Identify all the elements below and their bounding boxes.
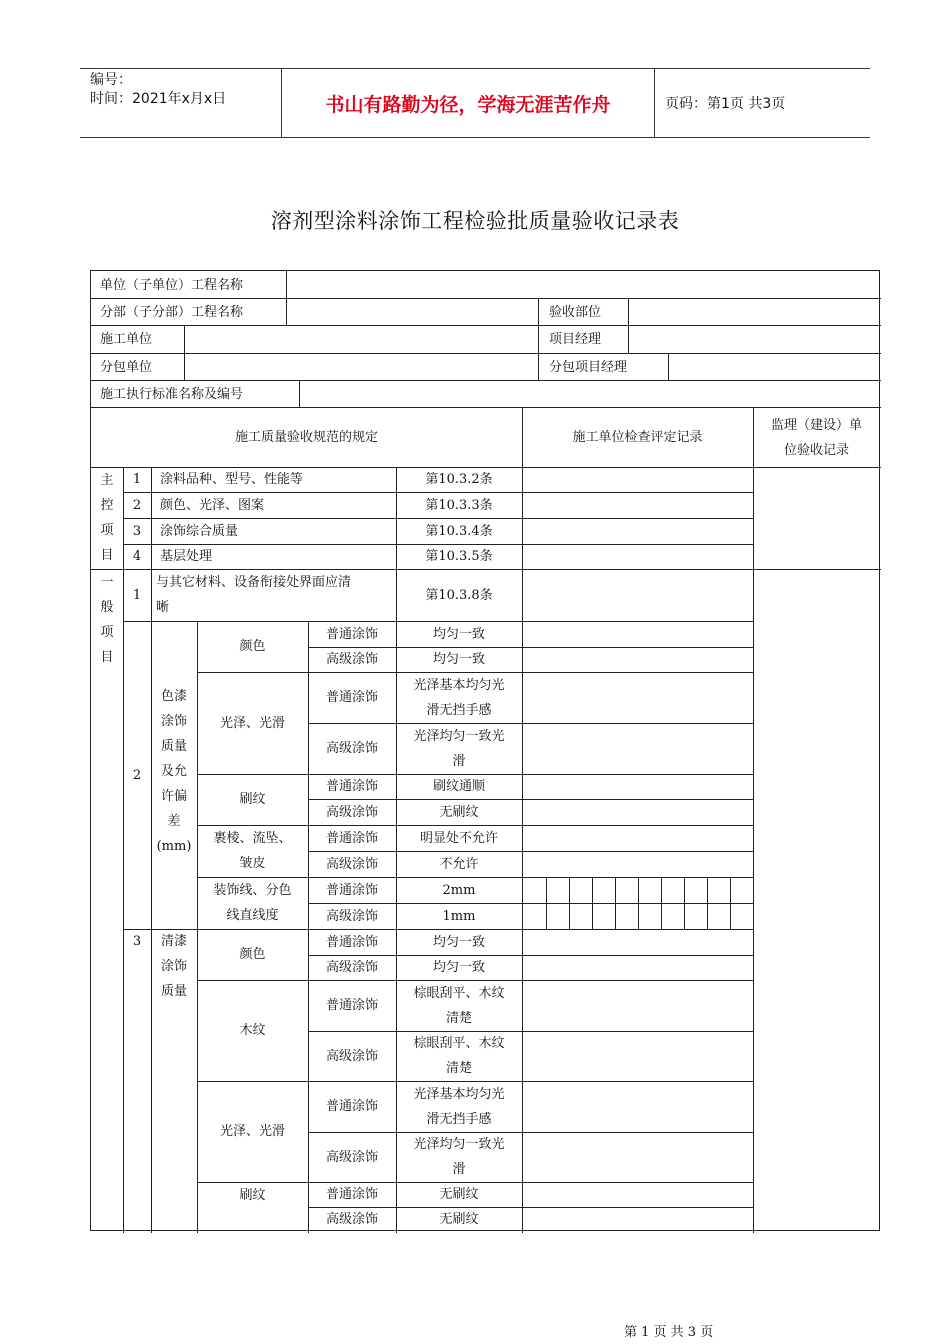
main-control-label (91, 468, 123, 568)
main-control-label-char: 主 (100, 473, 114, 488)
sub-project-name-label: 分部（子分部）工程名称 (100, 304, 244, 320)
standard-cell: 1mm (442, 908, 476, 924)
header-meta (90, 71, 226, 109)
standard-cell (396, 1132, 522, 1182)
page-footer: 第 1 页 共 3 页 (624, 1325, 714, 1340)
table-rule (753, 467, 754, 570)
grade-cell: 普通涂饰 (325, 998, 378, 1013)
table-rule (91, 325, 881, 326)
general-item1-text (156, 569, 396, 621)
grade-cell: 普通涂饰 (325, 934, 378, 950)
clear-brush-row-label: 刷纹 (239, 1187, 266, 1203)
standard-cell (396, 1081, 522, 1132)
grade-cell: 普通涂饰 (325, 626, 378, 642)
grade-cell: 普通涂饰 (325, 830, 378, 846)
standard-cell-line: 清楚 (445, 1061, 472, 1076)
grade-cell: 高级涂饰 (325, 1149, 378, 1165)
table-rule (753, 569, 754, 1233)
standard-cell-line: 光泽基本均匀光 (413, 1086, 505, 1102)
standard-cell: 无刷纹 (439, 1212, 479, 1227)
standard-cell-line: 滑无挡手感 (426, 702, 492, 718)
table-rule (569, 877, 570, 930)
inspection-table (90, 270, 880, 1231)
item2-category-char: (mm) (156, 839, 192, 854)
main-item-text: 涂饰综合质量 (160, 523, 239, 539)
grade-cell: 高级涂饰 (325, 652, 378, 667)
page-title: 溶剂型涂料涂饰工程检验批质量验收记录表 (270, 209, 680, 233)
table-rule (522, 467, 523, 570)
main-item-text: 基层处理 (160, 549, 213, 564)
standard-cell-line: 光泽基本均匀光 (413, 677, 505, 693)
gloss-row-label: 光泽、光滑 (219, 715, 285, 731)
main-item-no: 4 (132, 549, 142, 564)
general-item-no: 1 (132, 587, 142, 603)
standard-cell-line: 滑无挡手感 (426, 1111, 492, 1127)
table-rule (546, 877, 547, 930)
main-item-clause: 第10.3.3条 (425, 497, 493, 513)
standard-cell-line: 光泽均匀一致光 (413, 728, 505, 744)
table-rule (661, 877, 662, 930)
grade-cell: 普通涂饰 (325, 690, 378, 705)
item3-category-char: 质量 (160, 984, 187, 999)
clear-color-row-label: 颜色 (239, 947, 266, 962)
table-rule (538, 353, 539, 381)
grade-cell: 高级涂饰 (325, 856, 378, 872)
general-item-no: 2 (132, 767, 142, 783)
standard-cell: 无刷纹 (439, 804, 479, 820)
table-rule (615, 877, 616, 930)
standard-cell (396, 980, 522, 1031)
color-row-label: 颜色 (239, 639, 266, 654)
standard-cell-line: 棕眼刮平、木纹 (413, 985, 505, 1001)
standard-cell: 2mm (442, 882, 476, 898)
clear-gloss-row-label: 光泽、光滑 (219, 1124, 285, 1139)
standard-cell: 均匀一致 (432, 652, 485, 667)
main-item-text: 涂料品种、型号、性能等 (160, 472, 304, 487)
item2-category-char: 许偏 (160, 789, 187, 804)
general-item-label-char: 般 (100, 600, 114, 615)
general-item-label-char: 目 (100, 650, 114, 665)
supervision-column-header-line: 位验收记录 (783, 442, 849, 458)
grade-cell: 高级涂饰 (325, 1212, 378, 1227)
table-rule (638, 877, 639, 930)
standard-cell-line: 滑 (452, 753, 466, 769)
main-control-label-char: 控 (100, 498, 114, 513)
wood-grain-row-label: 木纹 (239, 1023, 266, 1038)
standard-cell-line: 滑 (452, 1162, 466, 1177)
page-header (80, 68, 870, 138)
doc-time-label: 时间：2021年x月x日 (90, 91, 227, 107)
line-row-label (197, 877, 308, 929)
table-rule (730, 877, 731, 930)
table-rule (538, 325, 539, 354)
standard-cell (396, 723, 522, 774)
doc-number-label: 编号： (90, 72, 132, 88)
header-motto: 书山有路勤为径，学海无涯苦作舟 (325, 93, 611, 116)
grade-cell: 高级涂饰 (325, 804, 378, 820)
unit-project-name-label: 单位（子单位）工程名称 (100, 277, 244, 293)
standard-cell: 均匀一致 (432, 626, 485, 642)
grade-cell: 高级涂饰 (325, 1048, 378, 1064)
line-row-label-line: 装饰线、分色 (213, 883, 292, 898)
item2-category (151, 684, 197, 859)
grade-cell: 高级涂饰 (325, 908, 378, 924)
general-item1-text-line: 晰 (156, 600, 170, 615)
table-rule (707, 877, 708, 930)
line-row-label-line: 线直线度 (226, 908, 279, 923)
item3-category-char: 涂饰 (160, 959, 187, 974)
sub-project-manager-label: 分包项目经理 (549, 359, 628, 375)
standard-cell: 均匀一致 (432, 934, 485, 950)
table-rule (592, 877, 593, 930)
standard-cell (396, 672, 522, 723)
grade-cell: 普通涂饰 (325, 1099, 378, 1114)
item2-category-char: 色漆 (160, 689, 187, 704)
table-rule (684, 877, 685, 930)
main-item-clause: 第10.3.2条 (425, 472, 493, 487)
main-control-label-char: 目 (100, 548, 114, 563)
check-column-header: 施工单位检查评定记录 (572, 430, 703, 445)
general-item1-text-line: 与其它材料、设备衔接处界面应清 (156, 575, 352, 590)
supervision-column-header-line: 监理（建设）单 (770, 417, 862, 433)
standard-name-label: 施工执行标准名称及编号 (100, 386, 244, 402)
table-rule (91, 353, 881, 354)
standard-cell: 无刷纹 (439, 1187, 479, 1202)
general-item-label-char: 项 (100, 625, 114, 640)
main-item-no: 3 (132, 523, 142, 539)
standard-cell: 均匀一致 (432, 960, 485, 975)
header-divider (654, 69, 655, 137)
grade-cell: 普通涂饰 (325, 882, 378, 898)
item2-category-char: 差 (167, 814, 181, 829)
supervision-column-header (753, 408, 880, 467)
main-item-no: 2 (132, 497, 142, 513)
acceptance-part-label: 验收部位 (549, 304, 602, 320)
grade-cell: 高级涂饰 (325, 741, 378, 756)
project-manager-label: 项目经理 (549, 331, 602, 347)
grade-cell: 普通涂饰 (325, 1187, 378, 1202)
table-rule (151, 569, 152, 1233)
sag-row-label-line: 裹棱、流坠、 (213, 831, 292, 846)
item3-category-char: 清漆 (160, 934, 187, 949)
standard-cell (396, 1031, 522, 1081)
standard-cell-line: 光泽均匀一致光 (413, 1137, 505, 1152)
main-item-clause: 第10.3.4条 (425, 523, 493, 539)
main-control-label-char: 项 (100, 523, 114, 538)
item2-category-char: 及允 (160, 764, 187, 779)
general-item-no: 3 (132, 934, 142, 949)
grade-cell: 高级涂饰 (325, 960, 378, 975)
general-item-label (91, 570, 123, 670)
main-item-text: 颜色、光泽、图案 (160, 497, 265, 513)
table-rule (522, 569, 523, 1233)
header-page-info: 页码：第1页 共3页 (665, 96, 786, 112)
general-item1-clause: 第10.3.8条 (425, 587, 493, 603)
sag-row-label-line: 皱皮 (239, 856, 266, 871)
item2-category-char: 质量 (160, 739, 187, 754)
standard-cell: 刷纹通顺 (432, 779, 485, 794)
grade-cell: 普通涂饰 (325, 779, 378, 794)
standard-cell-line: 棕眼刮平、木纹 (413, 1036, 505, 1051)
sag-row-label (197, 825, 308, 877)
subcontract-unit-label: 分包单位 (100, 359, 153, 375)
item2-category-char: 涂饰 (160, 714, 187, 729)
table-rule (151, 467, 152, 570)
table-rule (538, 298, 539, 326)
general-item-label-char: 一 (100, 575, 114, 590)
standard-cell: 不允许 (439, 856, 479, 872)
spec-column-header: 施工质量验收规范的规定 (234, 430, 378, 445)
main-item-no: 1 (132, 472, 142, 487)
brush-row-label: 刷纹 (239, 792, 266, 807)
standard-cell-line: 清楚 (445, 1010, 472, 1026)
item3-category (151, 929, 197, 1004)
standard-cell: 明显处不允许 (419, 830, 498, 846)
main-item-clause: 第10.3.5条 (425, 549, 493, 564)
construction-unit-label: 施工单位 (100, 331, 153, 347)
